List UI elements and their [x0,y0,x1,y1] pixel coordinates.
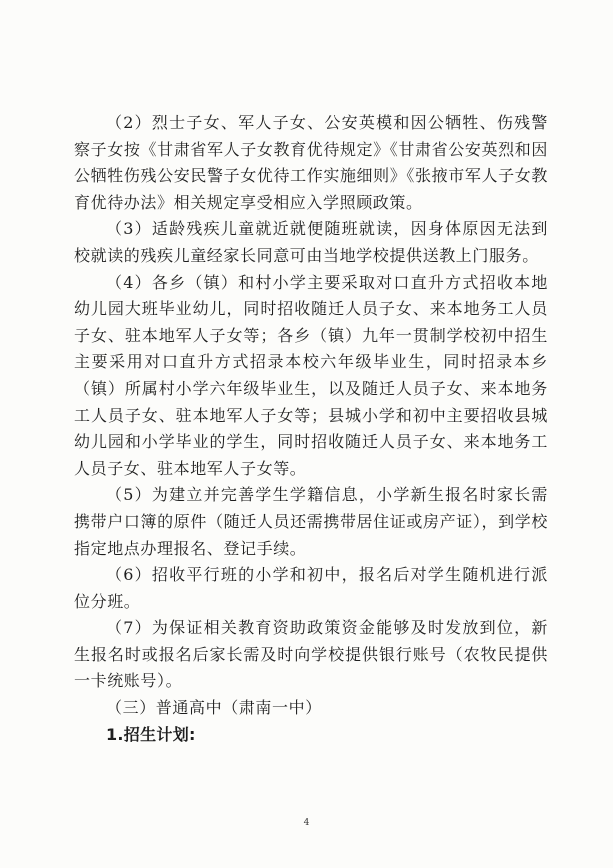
paragraph-5: （5）为建立并完善学生学籍信息，小学新生报名时家长需携带户口簿的原件（随迁人员还需携带居住证或房产证），到学校指定地点办理报名、登记手续。 [74,485,548,558]
subheading-enrollment-plan: 1.招生计划: [106,724,196,744]
paragraph-6: （6）招收平行班的小学和初中，报名后对学生随机进行派位分班。 [74,565,548,611]
paragraph-4: （4）各乡（镇）和村小学主要采取对口直升方式招收本地幼儿园大班毕业幼儿，同时招收随迁人员子女、来本地务工人员子女、驻本地军人子女等；各乡（镇）九年一贯制学校初中招生主要采用对口直升方式招录本校六年级毕业生，同时招录本乡（镇）所属村小学六年级毕业生，以及随迁人员子女、来本地务工人员子女、驻本地军人子女等；县城小学和初中主要招收县城幼儿园和小学毕业的学生，同时招收随迁人员子女、来本地务工人员子女、驻本地军人子女等。 [74,272,548,478]
paragraph-2: （2）烈士子女、军人子女、公安英模和因公牺牲、伤残警察子女按《甘肃省军人子女教育优待规定》《甘肃省公安英烈和因公牺牲伤残公安民警子女优待工作实施细则》《张掖市军人子女教育优待办法》相关规定享受相应入学照顾政策。 [74,113,548,212]
section-heading: （三）普通高中（肃南一中） [106,698,322,718]
body-text [74,110,548,748]
page-number: 4 [303,818,310,828]
paragraph-3: （3）适龄残疾儿童就近就便随班就读，因身体原因无法到校就读的残疾儿童经家长同意可由当地学校提供送教上门服务。 [74,219,548,265]
paragraph-7: （7）为保证相关教育资助政策资金能够及时发放到位，新生报名时或报名后家长需及时向学校提供银行账号（农牧民提供一卡统账号）。 [74,618,548,691]
